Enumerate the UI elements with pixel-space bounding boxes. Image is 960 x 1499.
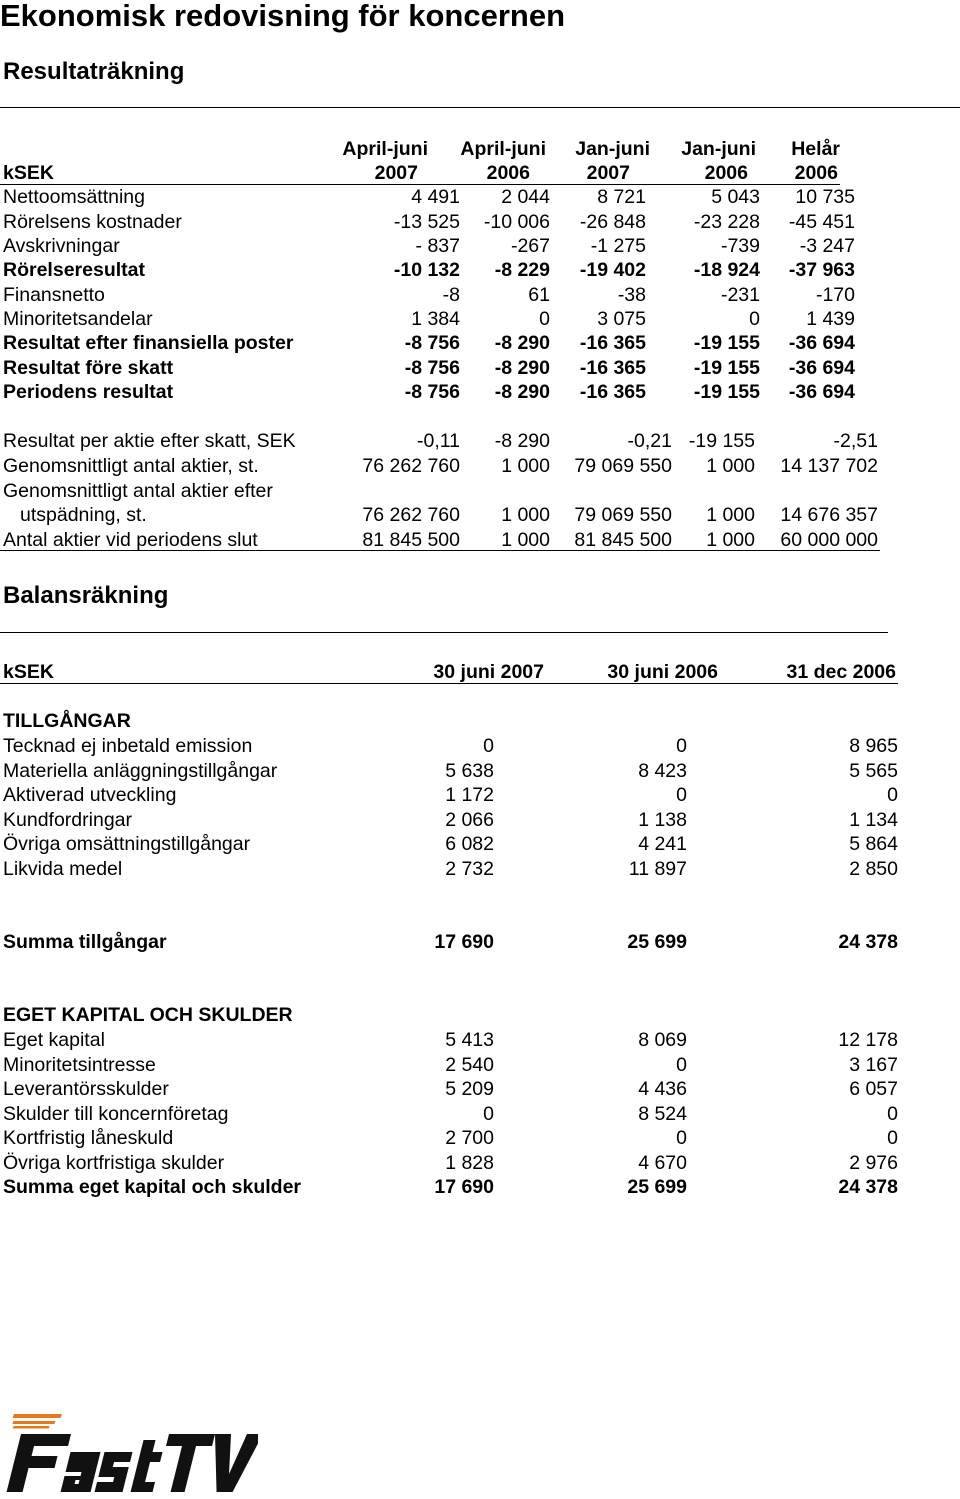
cell-value: 11 897 <box>628 858 687 880</box>
row-label: Finansnetto <box>3 284 105 306</box>
cell-value: -10 132 <box>393 259 460 281</box>
income-header-line1 <box>0 137 960 161</box>
cell-value: -23 228 <box>693 211 760 233</box>
cell-value: 61 <box>528 284 550 306</box>
cell-value: 0 <box>676 1053 687 1076</box>
table-row <box>0 1151 960 1175</box>
cell-value: 2 976 <box>849 1152 898 1174</box>
cell-value: 8 069 <box>638 1029 687 1051</box>
table-row <box>0 857 960 881</box>
cell-value: -8 290 <box>494 332 550 354</box>
col-header-year: 2006 <box>486 162 530 184</box>
row-label: Resultat per aktie efter skatt, SEK <box>3 430 296 452</box>
table-row <box>0 307 960 331</box>
row-label: Skulder till koncernföretag <box>3 1102 229 1125</box>
col-header: 30 juni 2006 <box>607 661 718 683</box>
cell-value: 12 178 <box>838 1029 898 1051</box>
cell-value: 1 138 <box>638 808 687 831</box>
cell-value: 76 262 760 <box>362 504 460 526</box>
cell-value: 1 000 <box>706 455 755 477</box>
cell-value: 76 262 760 <box>362 455 460 477</box>
table-row <box>0 759 960 783</box>
col-header: Helår <box>791 138 840 160</box>
cell-value: 8 524 <box>638 1102 687 1125</box>
row-label: Tecknad ej inbetald emission <box>3 735 253 757</box>
cell-value: 81 845 500 <box>362 529 460 551</box>
cell-value: 81 845 500 <box>574 529 672 551</box>
income-header-line2 <box>0 161 960 185</box>
cell-value: -36 694 <box>788 357 855 379</box>
page-title: Ekonomisk redovisning för koncernen <box>0 0 566 33</box>
cell-value: 25 699 <box>627 1176 687 1198</box>
cell-value: -0,21 <box>627 430 672 452</box>
table-row <box>0 930 960 954</box>
table-row <box>0 1028 960 1052</box>
row-label: Resultat efter finansiella poster <box>3 332 294 354</box>
cell-value: 24 378 <box>838 931 898 953</box>
cell-value: -10 006 <box>483 211 550 233</box>
logo-speed-lines <box>12 1414 62 1429</box>
cell-value: 17 690 <box>434 931 494 953</box>
table-row <box>0 783 960 807</box>
cell-value: 14 676 357 <box>780 504 878 526</box>
cell-value: 4 436 <box>638 1078 687 1101</box>
cell-value: 5 864 <box>849 833 898 856</box>
cell-value: -19 155 <box>688 430 755 452</box>
cell-value: 24 378 <box>838 1176 898 1198</box>
cell-value: 0 <box>676 735 687 757</box>
table-row <box>0 1126 960 1150</box>
unit-label: kSEK <box>3 162 54 184</box>
cell-value: -36 694 <box>788 332 855 354</box>
cell-value: -8 <box>442 284 460 306</box>
table-row <box>0 210 960 234</box>
table-row <box>0 1102 960 1126</box>
heading-divider <box>0 632 888 633</box>
cell-value: 8 965 <box>849 735 898 757</box>
cell-value: -16 365 <box>579 357 646 379</box>
cell-value: 5 043 <box>711 186 760 208</box>
income-statement-heading: Resultaträkning <box>3 58 185 85</box>
row-label: Övriga omsättningstillgångar <box>3 833 251 856</box>
cell-value: -36 694 <box>788 381 855 403</box>
col-header-year: 2007 <box>374 162 418 184</box>
table-row <box>0 185 960 209</box>
cell-value: 10 735 <box>795 186 855 208</box>
cell-value: 0 <box>887 784 898 807</box>
row-label: Kundfordringar <box>3 808 132 831</box>
table-row <box>0 1077 960 1101</box>
cell-value: 17 690 <box>434 1176 494 1198</box>
cell-value: -267 <box>510 235 550 257</box>
logo-wordmark <box>7 1434 258 1492</box>
cell-value: -13 525 <box>393 211 460 233</box>
cell-value: 1 000 <box>706 529 755 551</box>
cell-value: 1 000 <box>501 529 550 551</box>
cell-value: -45 451 <box>788 211 855 233</box>
heading-divider <box>0 107 960 108</box>
table-row <box>0 283 960 307</box>
col-header: Jan-juni <box>681 138 756 160</box>
table-row <box>0 832 960 856</box>
cell-value: -8 756 <box>404 332 460 354</box>
cell-value: -0,11 <box>417 430 460 452</box>
row-label: Minoritetsintresse <box>3 1053 156 1076</box>
assets-heading: TILLGÅNGAR <box>3 710 131 732</box>
cell-value: 8 721 <box>597 186 646 208</box>
cell-value: -8 290 <box>494 381 550 403</box>
cell-value: -1 275 <box>590 235 646 257</box>
col-header-year: 2006 <box>704 162 748 184</box>
cell-value: 4 241 <box>638 833 687 856</box>
cell-value: 1 828 <box>445 1152 494 1174</box>
table-row <box>0 380 960 404</box>
table-row <box>0 528 960 552</box>
table-row <box>0 503 960 527</box>
cell-value: -38 <box>617 284 646 306</box>
row-label: Rörelsens kostnader <box>3 211 182 233</box>
cell-value: 1 000 <box>501 455 550 477</box>
cell-value: 3 075 <box>597 308 646 330</box>
row-label: Aktiverad utveckling <box>3 784 177 807</box>
row-label: Antal aktier vid periodens slut <box>3 529 258 551</box>
row-label: Kortfristig låneskuld <box>3 1127 174 1150</box>
cell-value: 79 069 550 <box>574 455 672 477</box>
cell-value: -19 155 <box>693 357 760 379</box>
cell-value: -16 365 <box>579 381 646 403</box>
cell-value: -37 963 <box>788 259 855 281</box>
cell-value: 0 <box>676 784 687 807</box>
cell-value: 60 000 000 <box>780 529 878 551</box>
cell-value: -8 756 <box>404 381 460 403</box>
unit-label: kSEK <box>3 661 54 683</box>
col-header: April-juni <box>342 138 428 160</box>
cell-value: 5 565 <box>849 759 898 782</box>
header-underline <box>0 683 898 684</box>
balance-header <box>0 660 960 684</box>
cell-value: -2,51 <box>833 430 878 452</box>
equity-heading: EGET KAPITAL OCH SKULDER <box>3 1004 293 1026</box>
col-header-year: 2007 <box>586 162 630 184</box>
cell-value: 0 <box>539 308 550 330</box>
row-label: Likvida medel <box>3 858 123 880</box>
cell-value: 2 540 <box>445 1053 494 1076</box>
cell-value: -3 247 <box>799 235 855 257</box>
table-row <box>0 1053 960 1077</box>
row-label: Materiella anläggningstillgångar <box>3 759 278 782</box>
row-label: Resultat före skatt <box>3 357 174 379</box>
cell-value: -8 290 <box>494 357 550 379</box>
cell-value: -8 229 <box>494 259 550 281</box>
row-label: Avskrivningar <box>3 235 120 257</box>
cell-value: 0 <box>483 1102 494 1125</box>
cell-value: 14 137 702 <box>780 455 878 477</box>
col-header: April-juni <box>460 138 546 160</box>
cell-value: 1 000 <box>501 504 550 526</box>
row-label: Övriga kortfristiga skulder <box>3 1152 225 1174</box>
cell-value: 79 069 550 <box>574 504 672 526</box>
row-label: Leverantörsskulder <box>3 1078 169 1101</box>
cell-value: 4 670 <box>638 1152 687 1174</box>
cell-value: 1 000 <box>706 504 755 526</box>
cell-value: -739 <box>720 235 760 257</box>
row-label: utspädning, st. <box>20 504 147 526</box>
cell-value: 5 413 <box>445 1029 494 1051</box>
cell-value: -16 365 <box>579 332 646 354</box>
table-row <box>0 429 960 453</box>
cell-value: 5 638 <box>445 759 494 782</box>
logo-text: FastTV <box>6 1414 10 1415</box>
cell-value: -19 155 <box>693 381 760 403</box>
cell-value: 6 057 <box>849 1078 898 1101</box>
cell-value: 0 <box>749 308 760 330</box>
row-label: Summa eget kapital och skulder <box>3 1176 302 1198</box>
table-row <box>0 331 960 355</box>
row-label: Genomsnittligt antal aktier, st. <box>3 455 259 477</box>
cell-value: 2 044 <box>501 186 550 208</box>
table-row <box>0 734 960 758</box>
table-row <box>0 234 960 258</box>
fasttv-logo <box>6 1414 258 1499</box>
table-row <box>0 808 960 832</box>
row-label: Minoritetsandelar <box>3 308 153 330</box>
table-row <box>0 1175 960 1199</box>
cell-value: 1 384 <box>411 308 460 330</box>
cell-value: -8 290 <box>494 430 550 452</box>
cell-value: 2 732 <box>445 858 494 880</box>
table-row <box>0 454 960 478</box>
cell-value: - 837 <box>415 235 460 257</box>
cell-value: 2 066 <box>445 808 494 831</box>
cell-value: 3 167 <box>849 1053 898 1076</box>
table-row <box>0 356 960 380</box>
cell-value: -19 402 <box>579 259 646 281</box>
cell-value: 6 082 <box>445 833 494 856</box>
cell-value: 2 850 <box>849 858 898 880</box>
cell-value: 1 439 <box>806 308 855 330</box>
balance-sheet-heading: Balansräkning <box>3 582 169 609</box>
cell-value: -231 <box>720 284 760 306</box>
cell-value: 1 134 <box>849 808 898 831</box>
row-label: Eget kapital <box>3 1029 105 1051</box>
cell-value: -18 924 <box>693 259 760 281</box>
cell-value: 8 423 <box>638 759 687 782</box>
row-label: Periodens resultat <box>3 381 174 403</box>
col-header: Jan-juni <box>575 138 650 160</box>
cell-value: -19 155 <box>693 332 760 354</box>
cell-value: 25 699 <box>627 931 687 953</box>
row-label: Summa tillgångar <box>3 931 167 953</box>
row-underline <box>0 550 880 551</box>
cell-value: 5 209 <box>445 1078 494 1101</box>
col-header-year: 2006 <box>794 162 838 184</box>
cell-value: 0 <box>483 735 494 757</box>
cell-value: 0 <box>887 1127 898 1150</box>
row-label: Rörelseresultat <box>3 259 145 281</box>
cell-value: 2 700 <box>445 1127 494 1150</box>
cell-value: -170 <box>815 284 855 306</box>
cell-value: 4 491 <box>411 186 460 208</box>
table-row <box>0 258 960 282</box>
cell-value: 1 172 <box>445 784 494 807</box>
row-label: Genomsnittligt antal aktier efter <box>3 480 273 502</box>
row-label: Nettoomsättning <box>3 186 145 208</box>
cell-value: -26 848 <box>579 211 646 233</box>
cell-value: 0 <box>887 1102 898 1125</box>
cell-value: 0 <box>676 1127 687 1150</box>
col-header: 31 dec 2006 <box>786 661 896 683</box>
col-header: 30 juni 2007 <box>433 661 544 683</box>
cell-value: -8 756 <box>404 357 460 379</box>
